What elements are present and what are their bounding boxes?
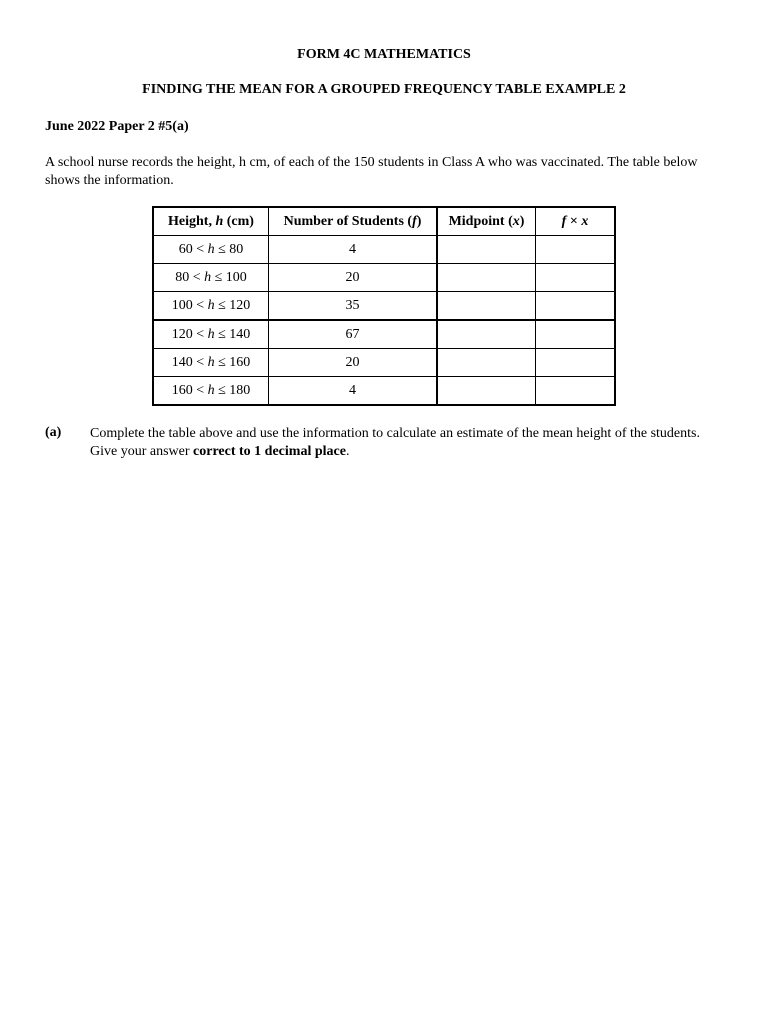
frequency-cell: 67: [269, 320, 438, 349]
header-fx: [536, 207, 616, 236]
worksheet-title: FORM 4C MATHEMATICS: [297, 47, 471, 62]
header-height: [153, 207, 269, 236]
height-range-cell: [153, 236, 269, 264]
header-midpoint-prefix: Midpoint (: [448, 213, 513, 229]
fx-cell: [536, 236, 616, 264]
range-lt: <: [192, 382, 208, 398]
part-a-text-bold: correct to 1 decimal place: [193, 444, 346, 459]
header-fx-x: x: [581, 213, 589, 229]
range-lower: 120: [171, 326, 193, 342]
midpoint-cell: [437, 264, 536, 292]
height-range-cell: [153, 292, 269, 321]
midpoint-cell: [437, 377, 536, 406]
header-midpoint-var: x: [512, 213, 520, 229]
table-row: [153, 377, 615, 406]
range-var: h: [207, 241, 215, 257]
worksheet-subtitle: FINDING THE MEAN FOR A GROUPED FREQUENCY TABLE EXAMPLE 2: [142, 82, 626, 97]
range-lower: 160: [171, 382, 193, 398]
range-le: ≤: [214, 382, 230, 398]
part-a-text: [90, 425, 710, 461]
frequency-cell: 35: [269, 292, 438, 321]
question-source: June 2022 Paper 2 #5(a): [45, 119, 189, 134]
table-row: [153, 236, 615, 264]
range-lower: 60: [178, 241, 193, 257]
table-row: [153, 320, 615, 349]
fx-cell: [536, 320, 616, 349]
midpoint-cell: [437, 349, 536, 377]
frequency-cell: 20: [269, 349, 438, 377]
frequency-cell: 4: [269, 236, 438, 264]
range-upper: 100: [225, 269, 247, 285]
fx-cell: [536, 292, 616, 321]
range-var: h: [207, 382, 215, 398]
question-intro: A school nurse records the height, h cm, of each of the 150 students in Class A who was vaccinated. The table below shows the information.: [45, 155, 698, 188]
midpoint-cell: [437, 292, 536, 321]
range-lower: 140: [171, 354, 193, 370]
height-range-cell: [153, 377, 269, 406]
frequency-cell: 4: [269, 377, 438, 406]
range-le: ≤: [214, 326, 230, 342]
range-le: ≤: [211, 269, 226, 285]
range-le: ≤: [214, 297, 230, 313]
part-a-text-before: Complete the table above and use the information to calculate an estimate of the mean height of the students. Give your answer: [90, 426, 700, 459]
header-students-var: f: [412, 213, 417, 229]
range-upper: 160: [229, 354, 251, 370]
header-height-suffix: (cm): [223, 213, 254, 229]
range-var: h: [207, 354, 215, 370]
fx-cell: [536, 264, 616, 292]
table-row: [153, 292, 615, 321]
range-upper: 180: [229, 382, 251, 398]
header-fx-times: ×: [566, 213, 582, 229]
header-students: [269, 207, 438, 236]
part-a-label: (a): [45, 425, 62, 440]
range-var: h: [207, 297, 215, 313]
range-lower: 80: [175, 269, 190, 285]
fx-cell: [536, 377, 616, 406]
frequency-cell: 20: [269, 264, 438, 292]
height-range-cell: [153, 264, 269, 292]
range-lt: <: [192, 241, 208, 257]
header-midpoint: [437, 207, 536, 236]
range-le: ≤: [214, 354, 230, 370]
header-fx-f: f: [561, 213, 567, 229]
range-lt: <: [192, 326, 208, 342]
range-le: ≤: [214, 241, 230, 257]
height-range-cell: [153, 320, 269, 349]
part-a-text-after: .: [345, 444, 350, 459]
table-header-row: [153, 207, 615, 236]
range-upper: 140: [229, 326, 251, 342]
frequency-table: [152, 206, 616, 406]
height-range-cell: [153, 349, 269, 377]
table-body: [153, 236, 615, 406]
midpoint-cell: [437, 320, 536, 349]
header-height-prefix: Height,: [168, 213, 216, 229]
range-upper: 120: [229, 297, 251, 313]
header-height-var: h: [215, 213, 224, 229]
range-lt: <: [189, 269, 205, 285]
range-lt: <: [192, 297, 208, 313]
range-var: h: [207, 326, 215, 342]
table-row: [153, 349, 615, 377]
range-var: h: [204, 269, 212, 285]
range-upper: 80: [229, 241, 244, 257]
range-lower: 100: [171, 297, 193, 313]
fx-cell: [536, 349, 616, 377]
header-students-prefix: Number of Students (: [283, 213, 413, 229]
midpoint-cell: [437, 236, 536, 264]
header-students-suffix: ): [416, 213, 422, 229]
range-lt: <: [192, 354, 208, 370]
header-midpoint-suffix: ): [519, 213, 525, 229]
table-row: [153, 264, 615, 292]
